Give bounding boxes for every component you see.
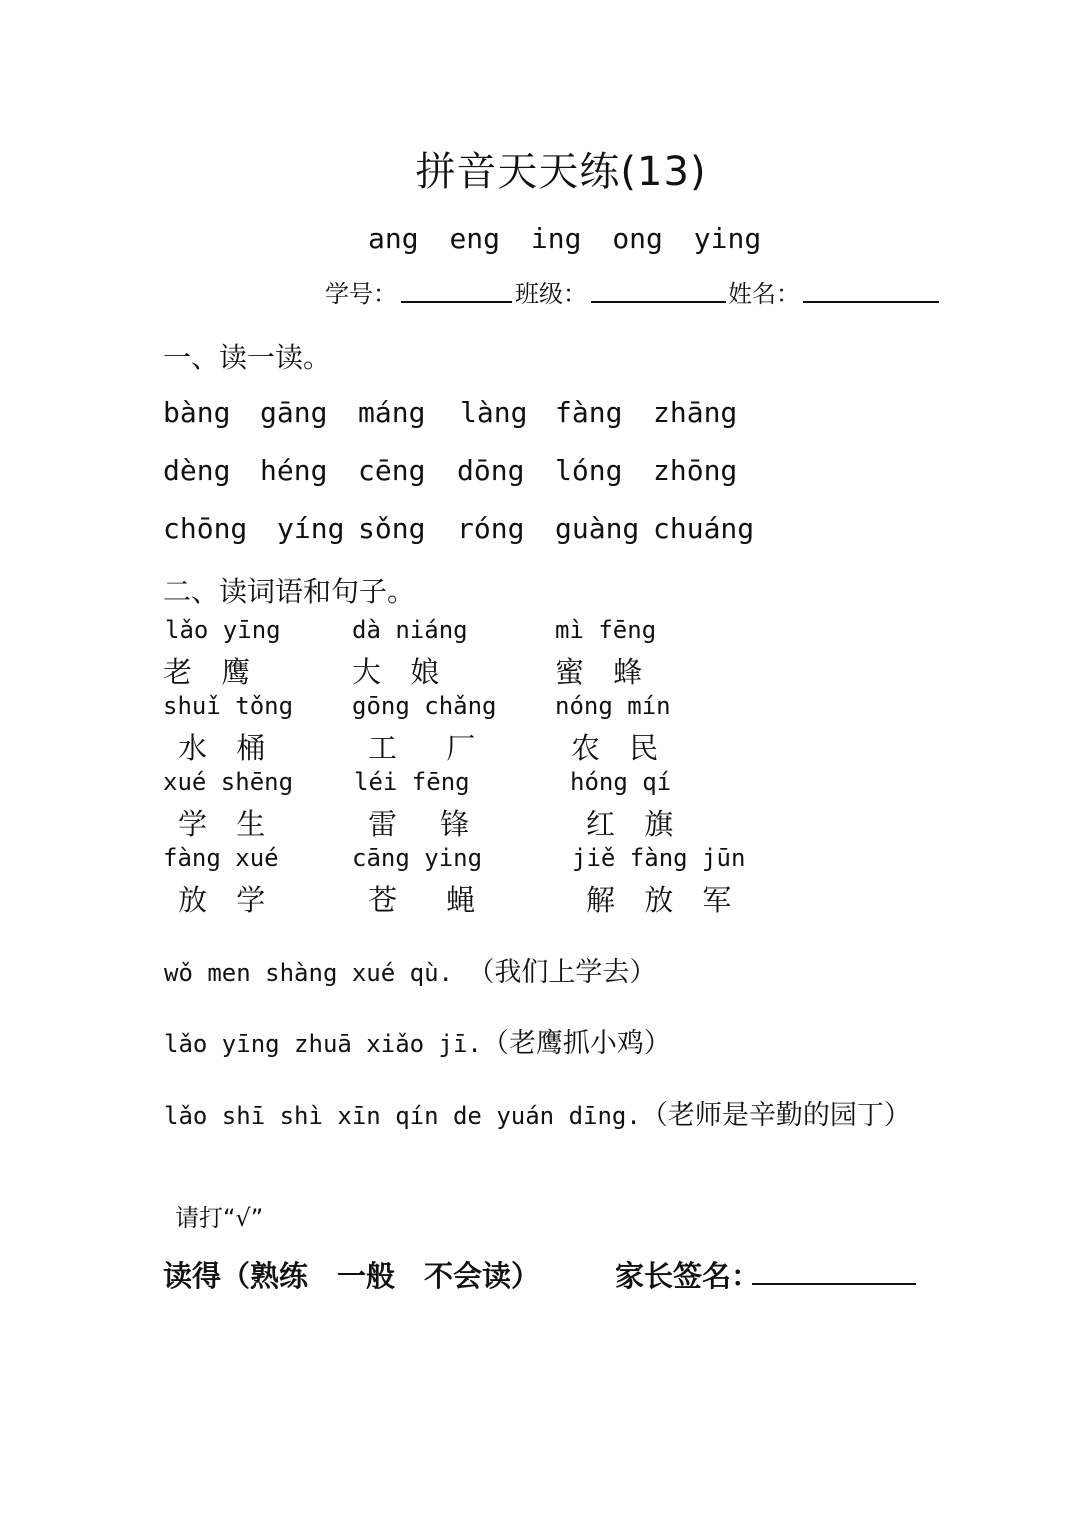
sentence-pinyin: wǒ men shàng xué qù. xyxy=(164,959,468,987)
tick-prompt: 请打“√” xyxy=(175,1204,264,1232)
word-pinyin: nóng mín xyxy=(555,692,671,720)
word-pinyin: mì fēng xyxy=(555,616,657,644)
final-item: ong xyxy=(612,222,663,255)
final-item: ang xyxy=(368,222,419,255)
word-pinyin: léi fēng xyxy=(354,768,470,796)
final-item: ying xyxy=(693,222,762,255)
word-pinyin: lǎo yīng xyxy=(165,616,281,644)
reading-rating[interactable]: 读得（熟练 一般 不会读） xyxy=(163,1259,541,1293)
pinyin-syllable: guàng xyxy=(555,512,640,545)
word-hanzi: 红 旗 xyxy=(586,807,674,841)
class-label: 班级： xyxy=(515,280,587,308)
name-field[interactable] xyxy=(803,301,939,303)
student-number-field[interactable] xyxy=(401,301,512,303)
student-number-label: 学号： xyxy=(325,280,397,308)
section1-heading: 一、读一读。 xyxy=(163,341,332,374)
final-item: eng xyxy=(449,222,501,255)
word-pinyin: dà niáng xyxy=(352,616,468,644)
finals-list xyxy=(368,222,761,255)
word-pinyin: cāng ying xyxy=(352,844,483,872)
word-hanzi: 解 放 军 xyxy=(586,883,732,917)
word-hanzi: 放 学 xyxy=(178,883,266,917)
pinyin-syllable: róng xyxy=(457,512,525,545)
word-pinyin: xué shēng xyxy=(163,768,294,796)
pinyin-syllable: zhāng xyxy=(653,396,738,429)
word-pinyin: fàng xué xyxy=(163,844,279,872)
sentence-line xyxy=(164,1021,671,1060)
pinyin-syllable: sǒng xyxy=(358,512,426,545)
section2-heading: 二、读词语和句子。 xyxy=(163,575,416,608)
pinyin-syllable: dèng xyxy=(163,454,231,487)
word-pinyin: shuǐ tǒng xyxy=(163,692,294,720)
pinyin-syllable: fàng xyxy=(555,396,623,429)
parent-sign-field[interactable] xyxy=(752,1283,916,1285)
word-hanzi: 工 厂 xyxy=(368,731,476,765)
sentence-hanzi: （老鹰抓小鸡） xyxy=(481,1028,671,1059)
pinyin-syllable: bàng xyxy=(163,396,231,429)
pinyin-syllable: làng xyxy=(460,396,528,429)
sentence-pinyin: lǎo yīng zhuā xiǎo jī. xyxy=(164,1030,482,1058)
pinyin-syllable: cēng xyxy=(358,454,426,487)
sentence-hanzi: （我们上学去） xyxy=(467,957,657,988)
pinyin-syllable: chōng xyxy=(163,512,248,545)
name-label: 姓名： xyxy=(728,280,800,308)
word-pinyin: hóng qí xyxy=(570,768,672,796)
sentence-hanzi: （老师是辛勤的园丁） xyxy=(640,1100,911,1131)
word-hanzi: 农 民 xyxy=(571,731,659,765)
word-hanzi: 雷 锋 xyxy=(368,807,470,841)
word-hanzi: 苍 蝇 xyxy=(368,883,476,917)
page-title: 拼音天天练(13) xyxy=(415,149,707,195)
pinyin-syllable: lóng xyxy=(555,454,623,487)
class-field[interactable] xyxy=(591,301,726,303)
pinyin-syllable: zhōng xyxy=(653,454,738,487)
word-pinyin: gōng chǎng xyxy=(352,692,497,720)
word-hanzi: 大 娘 xyxy=(352,655,440,689)
sentence-pinyin: lǎo shī shì xīn qín de yuán dīng. xyxy=(164,1102,641,1130)
pinyin-syllable: máng xyxy=(358,396,426,429)
sentence-line xyxy=(164,950,656,989)
word-hanzi: 学 生 xyxy=(178,807,266,841)
word-hanzi: 蜜 蜂 xyxy=(555,655,643,689)
word-hanzi: 水 桶 xyxy=(178,731,266,765)
pinyin-syllable: dōng xyxy=(457,454,525,487)
final-item: ing xyxy=(530,222,582,255)
pinyin-syllable: héng xyxy=(260,454,328,487)
sentence-line xyxy=(164,1093,911,1132)
pinyin-syllable: gāng xyxy=(260,396,328,429)
pinyin-syllable: chuáng xyxy=(653,512,755,545)
pinyin-syllable: yíng xyxy=(277,512,345,545)
word-pinyin: jiě fàng jūn xyxy=(572,844,746,872)
word-hanzi: 老 鹰 xyxy=(163,655,251,689)
parent-sign-label: 家长签名： xyxy=(615,1259,761,1293)
